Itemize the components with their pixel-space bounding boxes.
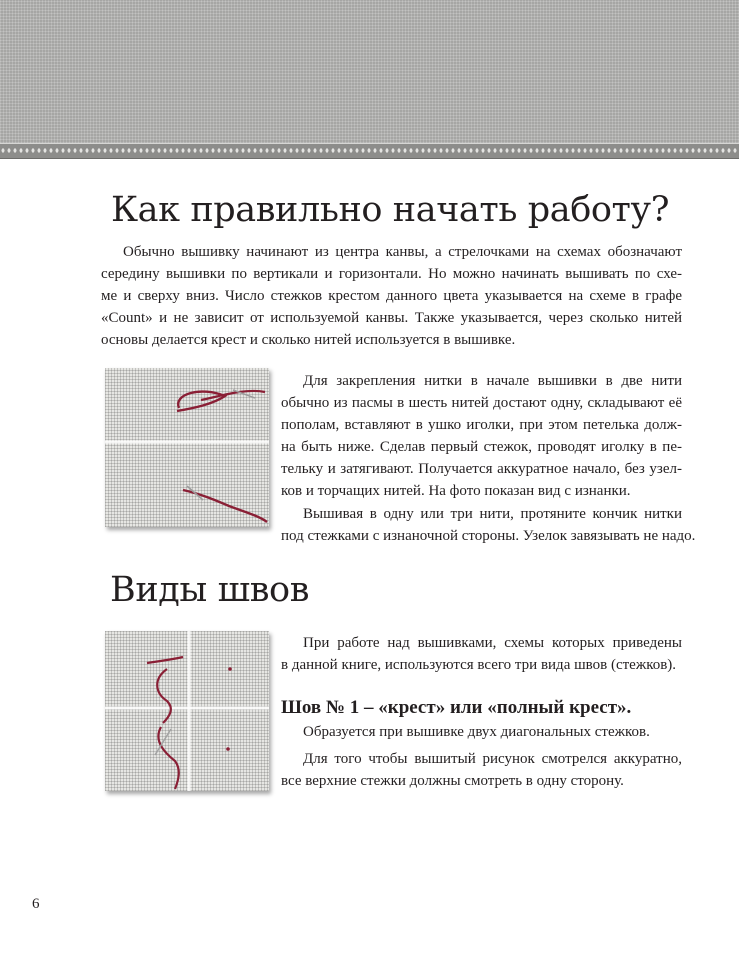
text-line: в данной книге, используются всего три вида швов (стежков). [281,657,677,673]
cross-stitch-illustration [105,631,269,791]
stitch-dot [228,667,232,671]
page-number: 6 [32,896,40,912]
odd-threads-paragraph [281,503,696,547]
text-line: Для закрепления нитки в начале вышивки в две нити [303,373,682,389]
stitch-dot [226,747,230,751]
thread-loop [177,392,225,411]
needle-bottom [187,486,203,500]
stitch-1-description [281,721,682,743]
text-line: все верхние стежки должны смотреть в одну сторону. [281,773,624,789]
text-line: под стежками с изнаночной стороны. Узелок завязывать не надо. [281,528,696,544]
photo-cross-stitch [105,631,269,791]
text-line: обычно из пасмы в шесть нитей достают одну, складывают её [281,395,682,411]
banner-stitched-edge [0,143,739,159]
text-line: Обычно вышивку начинают из центра канвы, а стрелочками на схемах обозначают [123,244,682,260]
text-line: Вышивая в одну или три нити, протяните кончик нитки [303,506,682,522]
text-line: середину вышивки по вертикали и горизонтали. Но можно начинать вышивать по схе- [101,266,682,282]
text-line: тельку и затягивают. Получается аккуратное начало, без узел- [281,461,682,477]
photo-thread-loop-start [105,368,269,527]
text-line: Для того чтобы вышитый рисунок смотрелся аккуратно, [303,751,682,767]
section-title-stitch-types: Виды швов [110,570,310,610]
stitch-1-alignment-note [281,748,682,792]
thread-bottom [158,727,178,789]
text-line: Образуется при вышивке двух диагональных стежков. [303,724,650,740]
needle [155,729,171,755]
section-title-start: Как правильно начать работу? [111,190,670,230]
text-line: пополам, вставляют в ушко иголки, при этом петелька долж- [281,417,682,433]
stitch-types-intro [281,632,682,676]
text-line: ков и торчащих нитей. На фото показан вид с изнанки. [281,483,631,499]
intro-paragraph [101,241,682,351]
fastening-paragraph [281,370,682,502]
linen-banner [0,0,739,152]
thread-loop-illustration [105,368,269,527]
text-line: ме и сверху вниз. Число стежков крестом данного цвета указывается на схеме в графе [101,288,682,304]
text-line: «Count» и не зависит от используемой канвы. Также указывается, через сколько нитей [101,310,682,326]
text-line: При работе над вышивками, схемы которых приведены [303,635,682,651]
thread-top [147,657,183,663]
thread-underside [183,490,267,522]
text-line: основы делается крест и сколько нитей используется в вышивке. [101,332,516,348]
text-line: на быть ниже. Сделав первый стежок, проводят иголку в пе- [281,439,682,455]
stitch-1-heading: Шов № 1 – «крест» или «полный крест». [281,697,632,718]
thread-middle [157,669,171,723]
